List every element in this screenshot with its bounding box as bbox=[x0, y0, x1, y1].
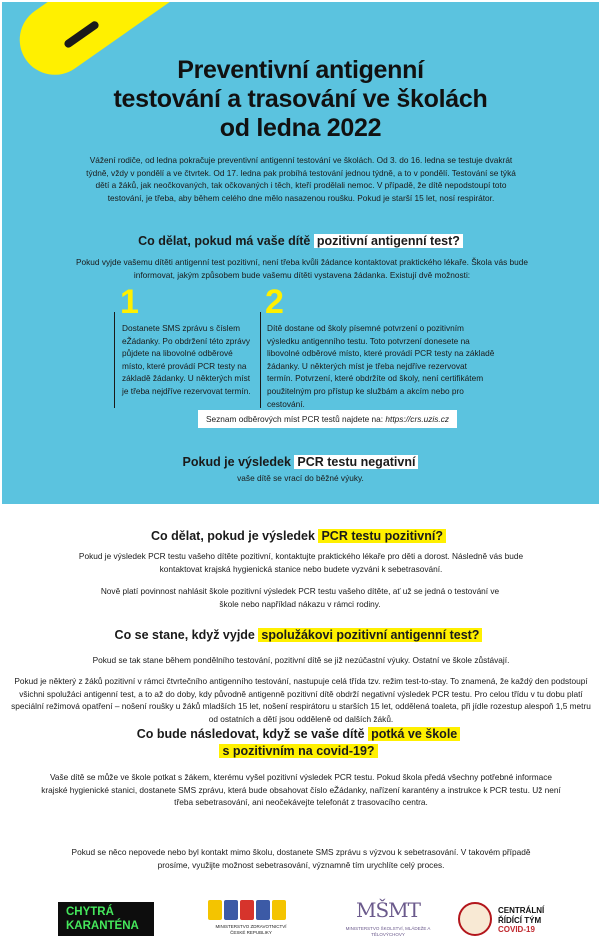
positive-pcr-text-2: Nově platí povinnost nahlásit škole pozitivní výsledek PCR testu vašeho dítěte, ať už se jedná o testování ve škole nebo například nákazu v rámci rodiny. bbox=[100, 586, 500, 609]
blue-banner bbox=[2, 2, 599, 504]
classmate-text-1: Pokud se tak stane během pondělního testování, pozitivní dítě se již nezúčastní výuky. Ostatní ve škole zůstávají. bbox=[92, 655, 510, 665]
classmate-text-2: Pokud je některý z žáků pozitivní v rámci čtvrtečního antigenního testování, nastupuje celá třída tzv. režim test-to-stay. To znamená, že každý den podstoupí všichni spolužáci antigenní test, a to až do doby, kdy původně antigenně pozitivní dítě obdrží negativní výsledek PCR testu. Pro celou třídu v tu dobu platí speciální režimová opatření – nošení roušky u žáků mladších 15 let, nošení respirátoru u starších 15 let, oddělená toaleta, při jídle rozestup alespoň 1,5 metru od ostatních a dětí jsou odděleně od dalších žáků. bbox=[11, 676, 591, 724]
plus-icon bbox=[155, 19, 177, 41]
page-title: Preventivní antigenní testování a trasování ve školách od ledna 2022 bbox=[113, 56, 488, 142]
contact-text-2: Pokud se něco nepovede nebo byl kontakt mimo školu, dostanete SMS zprávu s výzvou k sebetrasování. V takovém případě prosíme, využijte možnost sebetrasování, významně tím urychlíte celý proces. bbox=[71, 847, 531, 870]
question-contact: Co bude následovat, když se vaše dítě potká ve škole s pozitivním na covid-19? bbox=[0, 726, 597, 760]
negative-pcr-text: vaše dítě se vrací do běžné výuky. bbox=[237, 473, 364, 483]
divider bbox=[114, 312, 115, 408]
positive-pcr-text-1: Pokud je výsledek PCR testu vašeho dítěte pozitivní, kontaktujte praktického lékaře pro děti a dorost. Následně vás bude kontaktovat krajská hygienická stanice nebo budete vyzváni k sebetrasování. bbox=[78, 551, 524, 574]
footer-logos bbox=[0, 896, 602, 946]
positive-antigen-text: Pokud vyjde vašemu dítěti antigenní test pozitivní, není třeba kvůli žádance kontaktovat praktického lékaře. Škola vás bude informovat, jakým způsobem bude vašemu dítěti vystavena žádanka. Existují dvě možnosti: bbox=[76, 257, 528, 280]
ministry-of-education-logo: MŠMT MINISTERSTVO ŠKOLSTVÍ, MLÁDEŽE A TĚLOVÝCHOVY bbox=[345, 898, 431, 937]
question-classmate-positive: Co se stane, když vyjde spolužákovi pozitivní antigenní test? bbox=[0, 627, 597, 643]
question-positive-antigen: Co dělat, pokud má vaše dítě pozitivní antigenní test? bbox=[2, 233, 599, 249]
option-2-number: 2 bbox=[265, 283, 284, 321]
testing-sites-box: Seznam odběrových míst PCR testů najdete na: https://crs.uzis.cz bbox=[198, 410, 457, 428]
option-1-number: 1 bbox=[120, 283, 139, 321]
testing-sites-link[interactable]: https://crs.uzis.cz bbox=[385, 414, 450, 424]
option-2-text: Dítě dostane od školy písemné potvrzení o pozitivním výsledku antigenního testu. Toto potvrzení donesete na libovolné odběrové místo, které provádí PCR testy na základě žádanky. U některých míst je třeba nejdříve rezervovat termín. Potvrzení, které obdržíte od školy, není certifikátem použitelným pro přístup ke službám a akcím nebo pro cestování. bbox=[267, 323, 495, 409]
ministry-of-health-logo: MINISTERSTVO ZDRAVOTNICTVÍ ČESKÉ REPUBLIKY bbox=[208, 900, 294, 942]
question-positive-pcr: Co dělat, pokud je výsledek PCR testu pozitivní? bbox=[0, 528, 597, 544]
divider bbox=[260, 312, 261, 408]
intro-text: Vážení rodiče, od ledna pokračuje preventivní antigenní testování ve školách. Od 3. do 16. ledna se testuje dvakrát týdně, vždy v pondělí a ve čtvrtek. Od 17. ledna pak probíhá testování jednou týdně, a to v pondělí. Testování se týká dětí a žáků, jak neočkovaných, tak očkovaných i těch, kteří prodělali nemoc. V případě, že dítě nepodstoupí toto testování, je třeba, aby během celého dne mělo nasazenou roušku. Pokud je starší 15 let, nosí respirátor. bbox=[86, 155, 516, 203]
question-negative-pcr: Pokud je výsledek PCR testu negativní bbox=[2, 454, 599, 470]
option-1-text: Dostanete SMS zprávu s číslem eŽádanky. Po obdržení této zprávy půjdete na libovolné odběrové místo, které provádí PCR testy na základě žádanky. U některých míst je třeba nejdříve rezervovat termín. bbox=[122, 323, 251, 396]
state-emblem-icon bbox=[458, 902, 492, 936]
contact-text-1: Vaše dítě se může ve škole potkat s žákem, kterému vyšel pozitivní výsledek PCR testu. Pokud škola předá všechny potřebné informace krajské hygienické stanici, dostanete SMS zprávu, která bude obsahovat číslo eŽádanky, nařízení karantény a instrukce k PCR testu. Už není třeba sebetrasování, ani neočekávejte telefonát z trasovacího centra. bbox=[41, 772, 561, 808]
central-management-team-logo: CENTRÁLNÍ ŘÍDÍCÍ TÝM COVID-19 bbox=[458, 900, 558, 942]
chytra-karantena-logo: CHYTRÁ KARANTÉNA bbox=[58, 902, 154, 936]
